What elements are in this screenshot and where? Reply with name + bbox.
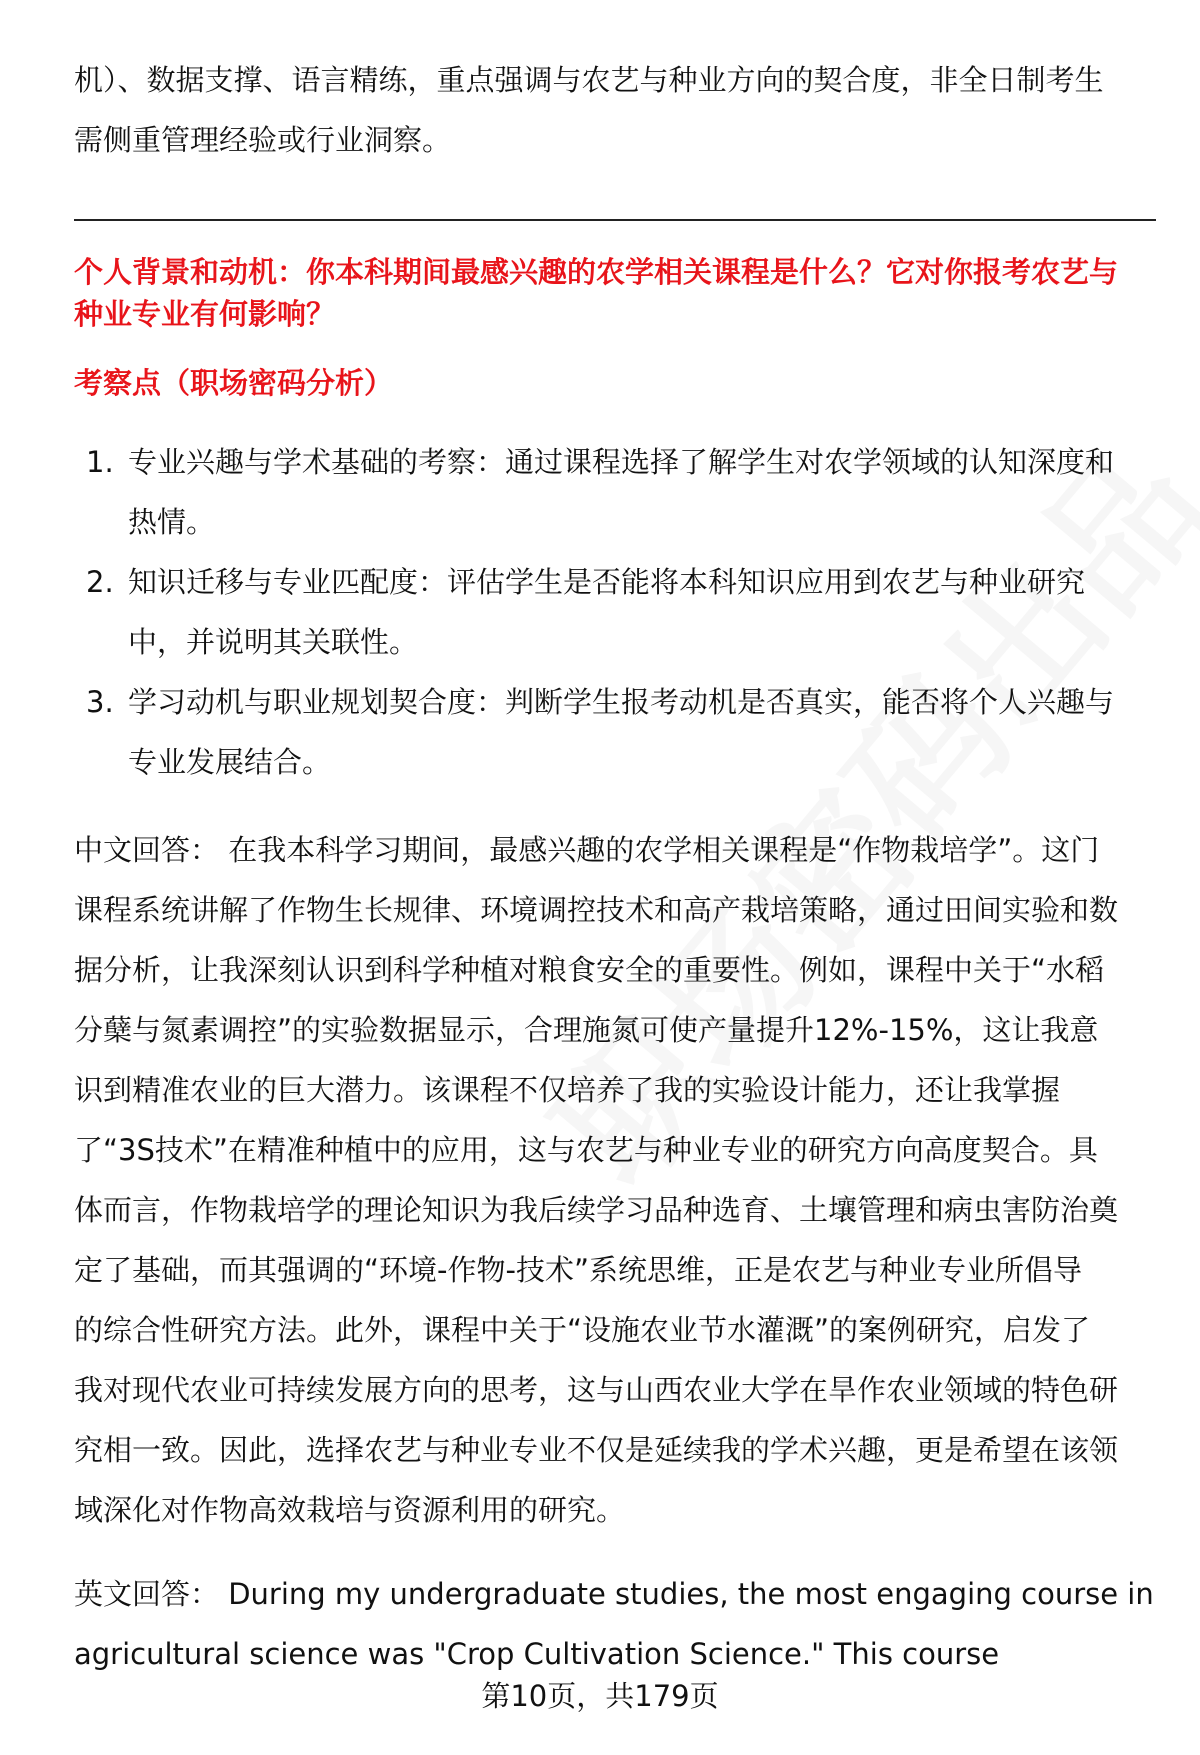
text-line: 了“3S技术”在精准种植中的应用，这与农艺与种业专业的研究方向高度契合。具: [74, 1133, 1098, 1167]
text-line: 机）、数据支撑、语言精练，重点强调与农艺与种业方向的契合度，非全日制考生: [74, 63, 1104, 97]
list-item-line: 中，并说明其关联性。: [128, 625, 419, 659]
list-item-line: 专业兴趣与学术基础的考察：通过课程选择了解学生对农学领域的认知深度和: [128, 445, 1115, 479]
text-line: agricultural science was "Crop Cultivation Science." This course: [74, 1637, 1000, 1671]
text-line: 的综合性研究方法。此外，课程中关于“设施农业节水灌溉”的案例研究，启发了: [74, 1313, 1091, 1347]
question-line: 种业专业有何影响？: [74, 297, 336, 331]
list-number: 2.: [86, 565, 114, 599]
text-line: 中文回答： 在我本科学习期间，最感兴趣的农学相关课程是“作物栽培学”。这门: [74, 833, 1100, 867]
analysis-title: 考察点（职场密码分析）: [74, 366, 394, 400]
text-line: 定了基础，而其强调的“环境-作物-技术”系统思维，正是农艺与种业专业所倡导: [74, 1253, 1082, 1287]
text-line: 需侧重管理经验或行业洞察。: [74, 123, 452, 157]
page-number: 第10页，共179页: [481, 1679, 719, 1713]
list-item-line: 知识迁移与专业匹配度：评估学生是否能将本科知识应用到农艺与种业研究: [128, 565, 1086, 599]
list-number: 3.: [86, 685, 114, 719]
list-number: 1.: [86, 445, 114, 479]
text-line: 课程系统讲解了作物生长规律、环境调控技术和高产栽培策略，通过田间实验和数: [74, 893, 1119, 927]
text-line: 识到精准农业的巨大潜力。该课程不仅培养了我的实验设计能力，还让我掌握: [74, 1073, 1061, 1107]
text-line: 域深化对作物高效栽培与资源利用的研究。: [74, 1493, 626, 1527]
text-line: 体而言，作物栽培学的理论知识为我后续学习品种选育、土壤管理和病虫害防治奠: [74, 1193, 1119, 1227]
list-item-line: 学习动机与职业规划契合度：判断学生报考动机是否真实，能否将个人兴趣与: [128, 685, 1115, 719]
question-line: 个人背景和动机：你本科期间最感兴趣的农学相关课程是什么？它对你报考农艺与: [74, 255, 1119, 289]
list-item-line: 专业发展结合。: [128, 745, 332, 779]
text-line: 究相一致。因此，选择农艺与种业专业不仅是延续我的学术兴趣，更是希望在该领: [74, 1433, 1119, 1467]
text-line: 英文回答： During my undergraduate studies, the most engaging course in: [74, 1577, 1154, 1611]
text-line: 我对现代农业可持续发展方向的思考，这与山西农业大学在旱作农业领域的特色研: [74, 1373, 1119, 1407]
divider: [74, 219, 1156, 221]
text-line: 据分析，让我深刻认识到科学种植对粮食安全的重要性。例如，课程中关于“水稻: [74, 953, 1105, 987]
list-item-line: 热情。: [128, 505, 216, 539]
text-line: 分蘖与氮素调控”的实验数据显示，合理施氮可使产量提升12%-15%，这让我意: [74, 1013, 1099, 1047]
